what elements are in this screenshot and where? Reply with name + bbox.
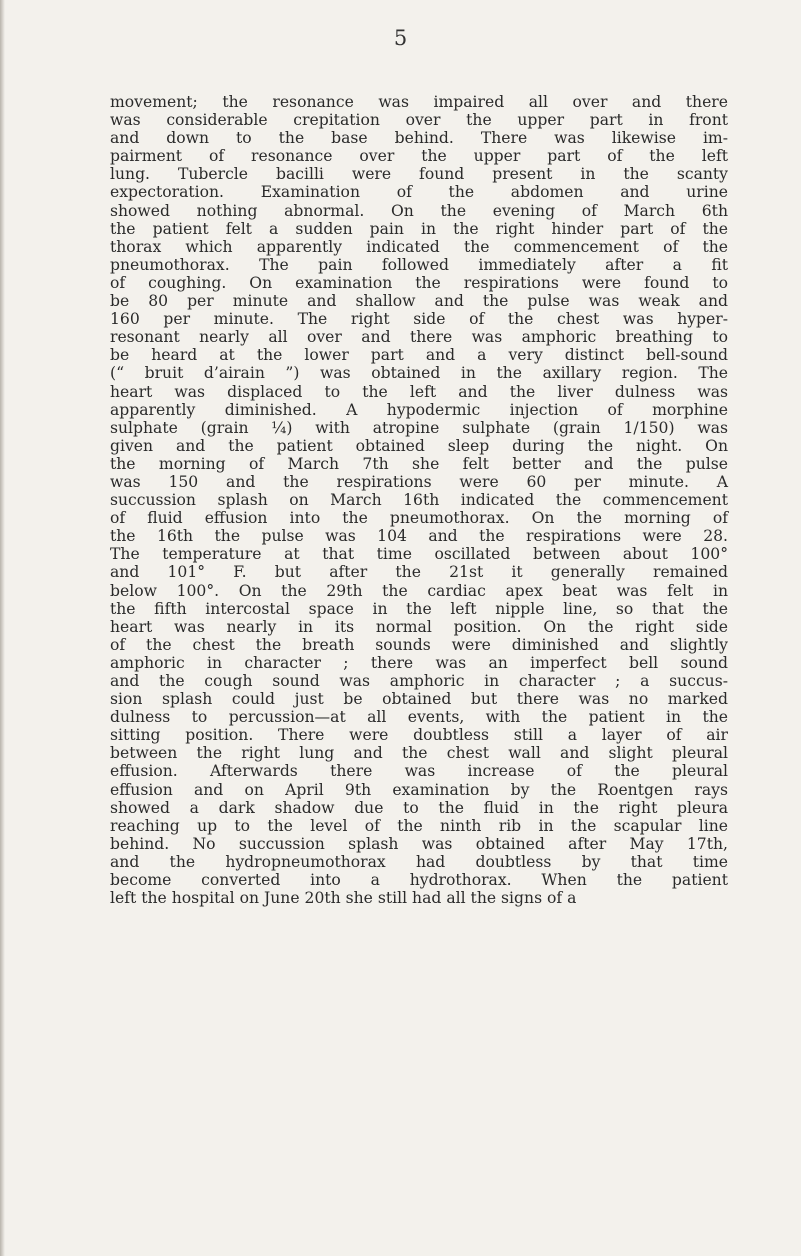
text-line: of fluid effusion into the pneumothorax. On the morning of bbox=[110, 509, 728, 528]
body-text bbox=[110, 93, 728, 907]
text-line: dulness to percussion—at all events, with the patient in the bbox=[110, 708, 728, 727]
text-line: between the right lung and the chest wall and slight pleural bbox=[110, 744, 728, 763]
text-line: was 150 and the respirations were 60 per minute. A bbox=[110, 472, 728, 491]
text-line: (“ bruit d’airain ”) was obtained in the axillary region. The bbox=[110, 364, 728, 383]
page-binding-shadow bbox=[0, 0, 5, 1256]
text-line: and the hydropneumothorax had doubtless by that time bbox=[110, 852, 728, 871]
text-line: be 80 per minute and shallow and the pulse was weak and bbox=[110, 292, 728, 311]
text-line: heart was displaced to the left and the liver dulness was bbox=[110, 382, 728, 401]
text-line: showed nothing abnormal. On the evening of March 6th bbox=[110, 201, 728, 220]
text-line: effusion and on April 9th examination by the Roentgen rays bbox=[110, 780, 728, 799]
text-line: The temperature at that time oscillated between about 100° bbox=[110, 545, 728, 564]
text-line: was considerable crepitation over the upper part in front bbox=[110, 111, 728, 130]
text-line: thorax which apparently indicated the commencement of the bbox=[110, 237, 728, 256]
text-line: left the hospital on June 20th she still had all the signs of a bbox=[110, 889, 577, 908]
text-line: sion splash could just be obtained but there was no marked bbox=[110, 690, 728, 709]
text-line: the fifth intercostal space in the left nipple line, so that the bbox=[110, 599, 728, 618]
text-line: resonant nearly all over and there was amphoric breathing to bbox=[110, 328, 728, 347]
text-line: and the cough sound was amphoric in character ; a succus- bbox=[110, 672, 728, 690]
text-line: the patient felt a sudden pain in the right hinder part of the bbox=[110, 219, 728, 238]
text-line: sitting position. There were doubtless still a layer of air bbox=[110, 726, 728, 745]
text-line: below 100°. On the 29th the cardiac apex beat was felt in bbox=[110, 581, 728, 600]
text-line: succussion splash on March 16th indicated the commencement bbox=[110, 491, 728, 510]
text-line: showed a dark shadow due to the fluid in the right pleura bbox=[110, 798, 728, 817]
text-line: reaching up to the level of the ninth rib in the scapular line bbox=[110, 816, 728, 835]
text-line: pairment of resonance over the upper part of the left bbox=[110, 147, 728, 166]
text-line: of coughing. On examination the respirations were found to bbox=[110, 273, 728, 292]
text-line: be heard at the lower part and a very distinct bell-sound bbox=[110, 346, 728, 365]
text-line: sulphate (grain ¼) with atropine sulphate (grain 1/150) was bbox=[110, 418, 728, 437]
text-line: and 101° F. but after the 21st it generally remained bbox=[110, 563, 728, 582]
text-line: 160 per minute. The right side of the chest was hyper- bbox=[110, 310, 728, 329]
text-line: lung. Tubercle bacilli were found present in the scanty bbox=[110, 165, 728, 184]
text-line: of the chest the breath sounds were diminished and slightly bbox=[110, 635, 728, 654]
text-line: and down to the base behind. There was likewise im- bbox=[110, 129, 728, 148]
text-line: become converted into a hydrothorax. When the patient bbox=[110, 871, 728, 890]
text-line: movement; the resonance was impaired all over and there bbox=[110, 93, 728, 111]
text-line: amphoric in character ; there was an imperfect bell sound bbox=[110, 653, 728, 672]
text-line: apparently diminished. A hypodermic injection of morphine bbox=[110, 400, 728, 419]
text-line: the morning of March 7th she felt better and the pulse bbox=[110, 454, 728, 473]
text-line: pneumothorax. The pain followed immediately after a fit bbox=[110, 255, 728, 274]
text-line: given and the patient obtained sleep during the night. On bbox=[110, 436, 728, 455]
page-number: 5 bbox=[393, 26, 408, 50]
text-line: expectoration. Examination of the abdomen and urine bbox=[110, 183, 728, 202]
text-line: effusion. Afterwards there was increase of the pleural bbox=[110, 762, 728, 781]
text-line: the 16th the pulse was 104 and the respirations were 28. bbox=[110, 527, 728, 546]
text-line: heart was nearly in its normal position. On the right side bbox=[110, 617, 728, 636]
text-line: behind. No succussion splash was obtained after May 17th, bbox=[110, 834, 728, 853]
